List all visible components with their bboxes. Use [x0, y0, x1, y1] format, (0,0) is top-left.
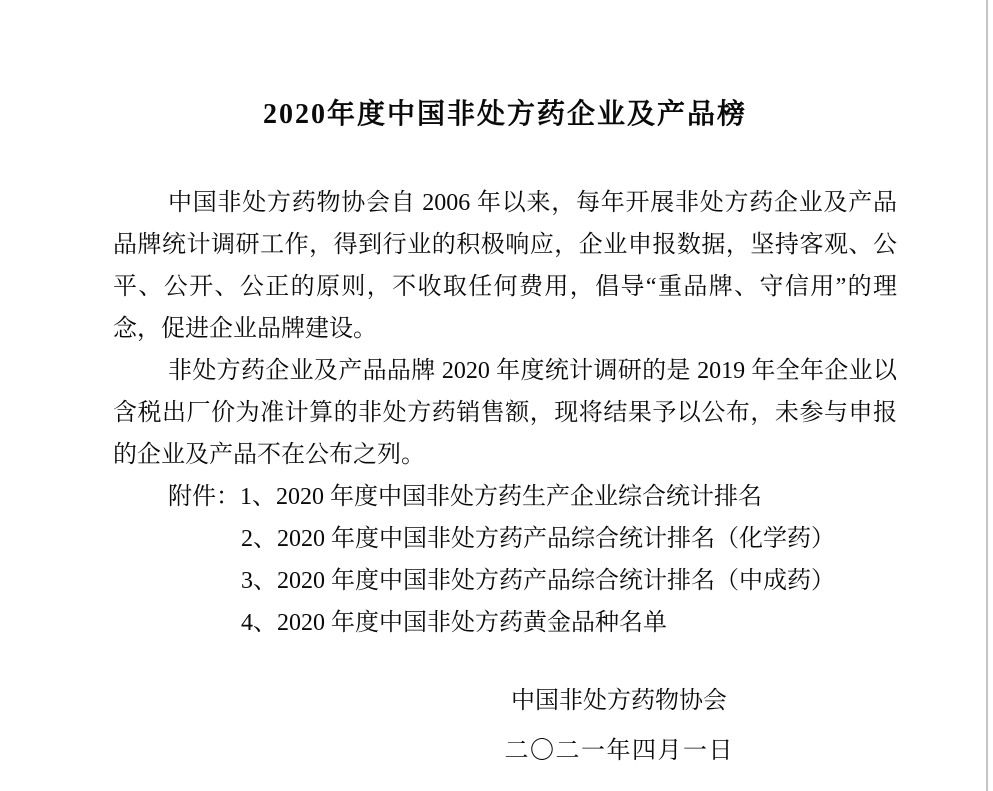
attachment-row: 3、2020 年度中国非处方药产品综合统计排名（中成药）: [241, 568, 835, 594]
attachment-row: [113, 476, 897, 518]
page-title: 2020年度中国非处方药企业及产品榜: [262, 99, 747, 130]
attachment-row: 4、2020 年度中国非处方药黄金品种名单: [241, 610, 667, 636]
body-line: 非处方药企业及产品品牌 2020 年度统计调研的是 2019 年全年企业以: [168, 358, 897, 384]
attachment-label: 附件：: [168, 484, 240, 510]
body-line: 含税出厂价为准计算的非处方药销售额，现将结果予以公布，未参与申报: [113, 400, 897, 426]
attachment-item: 1、2020 年度中国非处方药生产企业综合统计排名: [240, 484, 762, 510]
signature-organization: 中国非处方药物协会: [511, 688, 727, 714]
signature-block: [113, 680, 897, 772]
body-line: 的企业及产品不在公布之列。: [113, 442, 425, 468]
body-line: 中国非处方药物协会自 2006 年以来，每年开展非处方药企业及产品: [168, 190, 897, 216]
body-line: 念，促进企业品牌建设。: [113, 316, 377, 342]
body-line: 品牌统计调研工作，得到行业的积极响应，企业申报数据，坚持客观、公: [113, 232, 897, 258]
body-line: 平、公开、公正的原则，不收取任何费用，倡导“重品牌、守信用”的理: [113, 274, 897, 300]
document-body: [113, 182, 897, 772]
signature-date: 二〇二一年四月一日: [504, 738, 734, 764]
attachment-row: 2、2020 年度中国非处方药产品综合统计排名（化学药）: [241, 526, 835, 552]
page-edge-divider: [986, 0, 988, 791]
